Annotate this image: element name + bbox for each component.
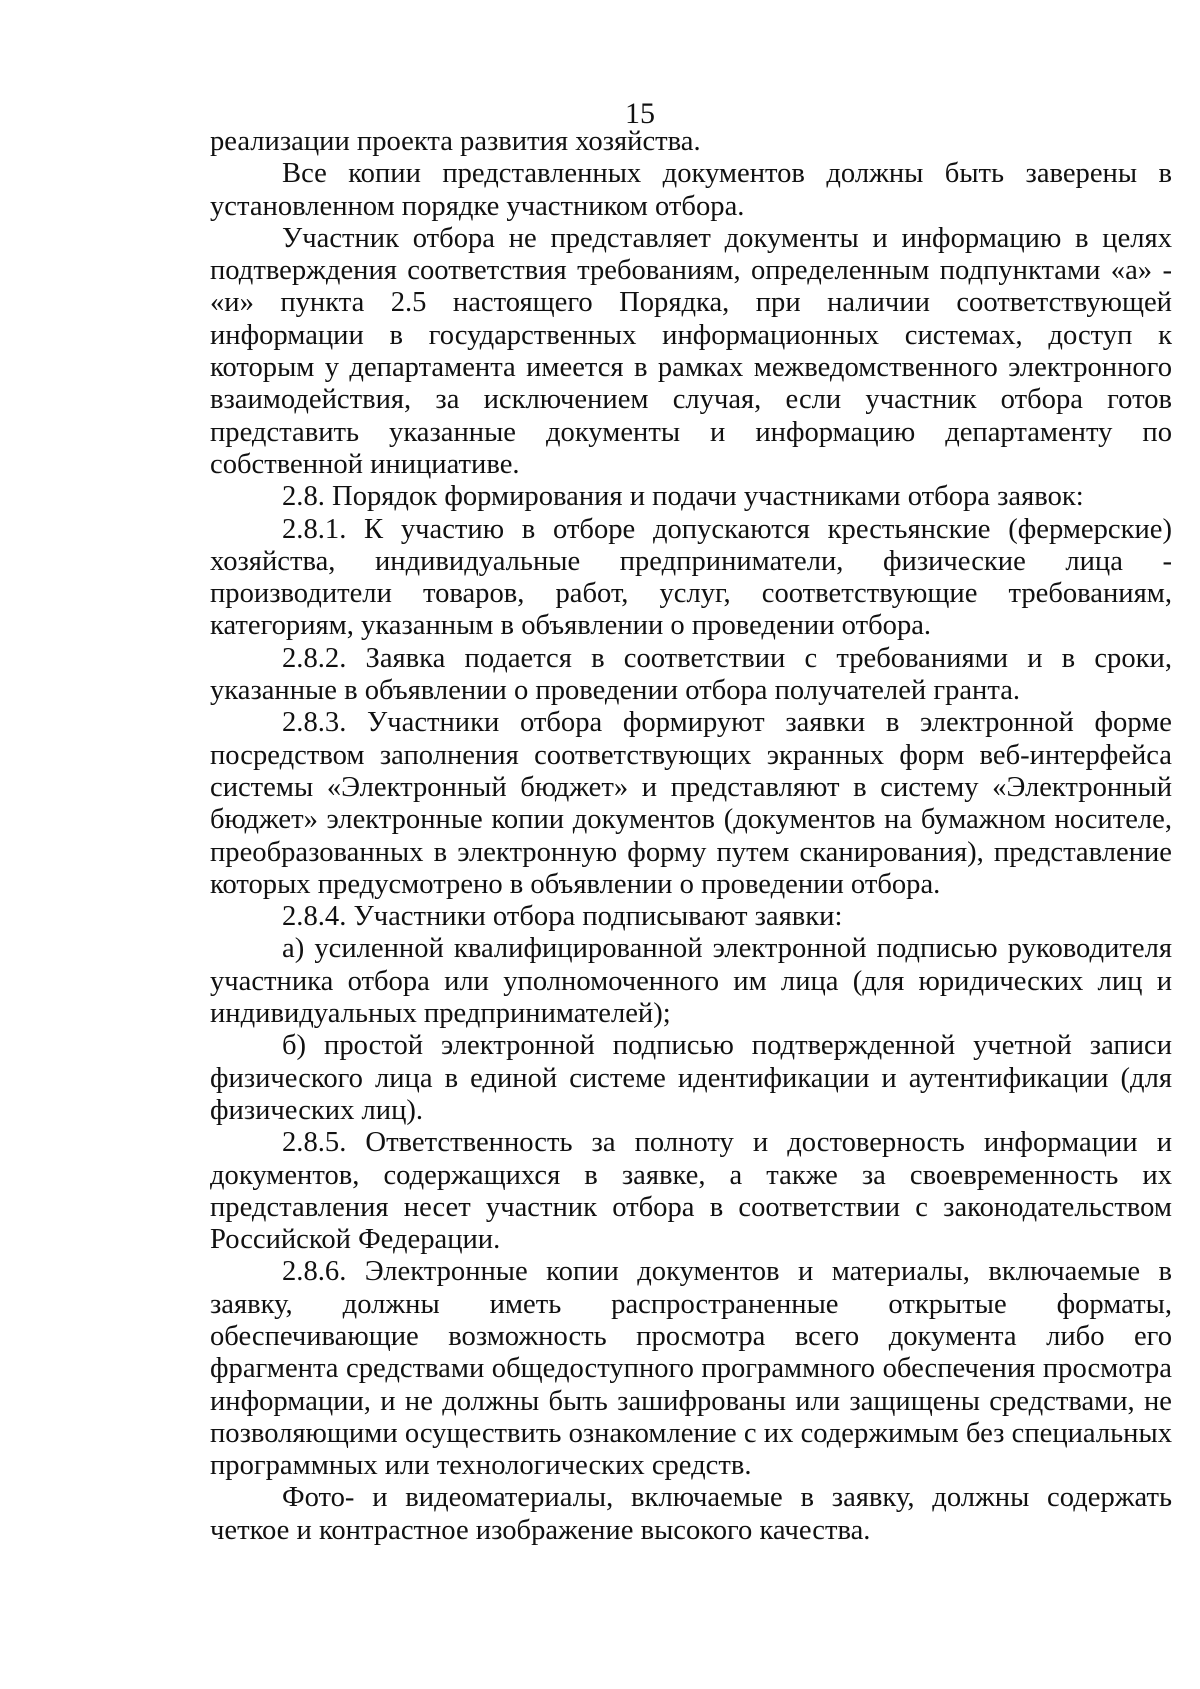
paragraph: 2.8.1. К участию в отборе допускаются крестьянские (фермерские) хозяйства, индивидуальные предприниматели, физические лица - производители товаров, работ, услуг, соответствующие требованиям, категориям, указанным в объявлении о проведении отбора.	[210, 513, 1172, 642]
paragraph: 2.8.2. Заявка подается в соответствии с требованиями и в сроки, указанные в объявлении о проведении отбора получателей гранта.	[210, 642, 1172, 707]
paragraph: б) простой электронной подписью подтвержденной учетной записи физического лица в единой системе идентификации и аутентификации (для физических лиц).	[210, 1030, 1172, 1126]
paragraph: а) усиленной квалифицированной электронной подписью руководителя участника отбора или уполномоченного им лица (для юридических лиц и индивидуальных предпринимателей);	[210, 933, 1172, 1030]
paragraph: реализации проекта развития хозяйства.	[210, 126, 701, 157]
paragraph: 2.8.3. Участники отбора формируют заявки в электронной форме посредством заполнения соответствующих экранных форм веб-интерфейса системы «Электронный бюджет» и представляют в систему «Электронный бюджет» электронные копии документов (документов на бумажном носителе, преобразованных в электронную форму путем сканирования), представление которых предусмотрено в объявлении о проведении отбора.	[210, 707, 1172, 900]
paragraph: 2.8.4. Участники отбора подписывают заявки:	[282, 901, 843, 933]
paragraph: 2.8. Порядок формирования и подачи участниками отбора заявок:	[282, 481, 1084, 513]
paragraph: 2.8.5. Ответственность за полноту и достоверность информации и документов, содержащихся в заявке, а также за своевременность их представления несет участник отбора в соответствии с законодательством Российской Федерации.	[210, 1127, 1172, 1256]
paragraph: Все копии представленных документов должны быть заверены в установленном порядке участником отбора.	[210, 158, 1172, 222]
paragraph: 2.8.6. Электронные копии документов и материалы, включаемые в заявку, должны иметь распространенные открытые форматы, обеспечивающие возможность просмотра всего документа либо его фрагмента средствами общедоступного программного обеспечения просмотра информации, и не должны быть зашифрованы или защищены средствами, не позволяющими осуществить ознакомление с их содержимым без специальных программных или технологических средств.	[210, 1256, 1172, 1482]
paragraph: Фото- и видеоматериалы, включаемые в заявку, должны содержать четкое и контрастное изображение высокого качества.	[210, 1482, 1172, 1546]
paragraph: Участник отбора не представляет документы и информацию в целях подтверждения соответствия требованиям, определенным подпунктами «а» - «и» пункта 2.5 настоящего Порядка, при наличии соответствующей информации в государственных информационных системах, доступ к которым у департамента имеется в рамках межведомственного электронного взаимодействия, за исключением случая, если участник отбора готов представить указанные документы и информацию департаменту по собственной инициативе.	[210, 222, 1172, 480]
page-number: 15	[625, 97, 655, 130]
document-body	[210, 126, 1172, 1547]
